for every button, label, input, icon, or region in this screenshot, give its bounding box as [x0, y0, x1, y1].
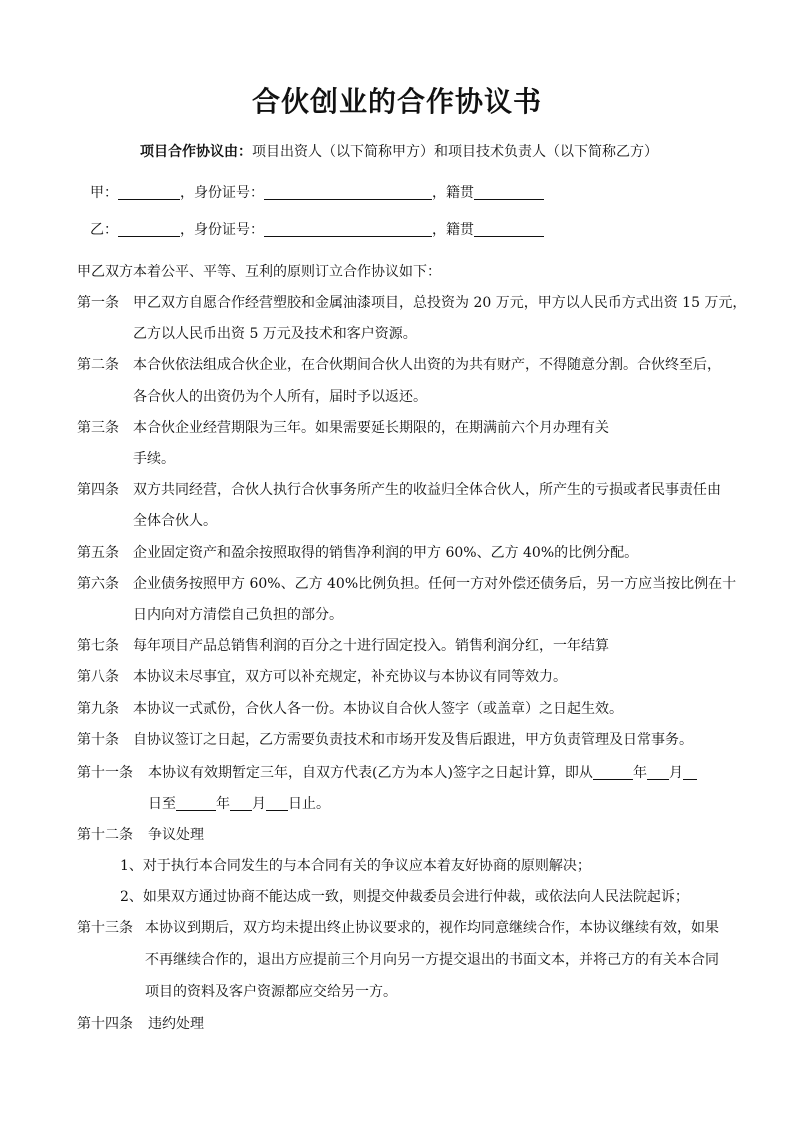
- clause-11-line-2: [148, 795, 330, 813]
- clause-12-item: 1、对于执行本合同发生的与本合同有关的争议应本着友好协商的原则解决；: [120, 858, 591, 874]
- clause-5-label: 第五条: [77, 544, 119, 561]
- party-b-origin-blank[interactable]: [474, 222, 544, 237]
- clause-13-line: 项目的资料及客户资源都应交给另一方。: [145, 984, 397, 1000]
- clause-9-label: 第九条: [77, 700, 119, 717]
- clause-3-line: 本合伙企业经营期限为三年。如果需要延长期限的，在期满前六个月办理有关: [133, 419, 609, 436]
- start-day-blank[interactable]: [683, 765, 697, 780]
- party-b-label: 乙：: [90, 222, 118, 238]
- clause-12-heading: 争议处理: [148, 827, 204, 843]
- clause-3-label: 第三条: [77, 419, 119, 436]
- clause-8-line: 本协议未尽事宜，双方可以补充规定，补充协议与本协议有同等效力。: [133, 669, 567, 686]
- clause-13-line: 本协议到期后，双方均未提出终止协议要求的，视作均同意继续合作，本协议继续有效，如果: [145, 920, 719, 936]
- clause-9-line: 本协议一式贰份，合伙人各一份。本协议自合伙人签字（或盖章）之日起生效。: [133, 700, 623, 717]
- year-label: 年: [632, 765, 647, 781]
- party-a-row: [90, 184, 544, 202]
- party-b-id-blank[interactable]: [264, 222, 432, 237]
- clause-3-line: 手续。: [133, 451, 175, 467]
- clause-2-line: 各合伙人的出资仍为个人所有，届时予以返还。: [133, 388, 427, 405]
- month-label: 月: [252, 796, 266, 812]
- clause-6-line: 企业债务按照甲方 60%、乙方 40%比例负担。任何一方对外偿还债务后，另一方应当按比例在十: [133, 575, 737, 592]
- clause-7-label: 第七条: [77, 638, 119, 655]
- clause-6-label: 第六条: [77, 575, 119, 592]
- clause-10-label: 第十条: [77, 731, 119, 748]
- party-a-origin-label: ，籍贯: [432, 185, 474, 201]
- party-a-name-blank[interactable]: [118, 185, 180, 200]
- clause-5-line: 企业固定资产和盈余按照取得的销售净利润的甲方 60%、乙方 40%的比例分配。: [133, 544, 639, 561]
- subtitle-bold: 项目合作协议由：: [140, 144, 252, 160]
- clause-10-line: 自协议签订之日起，乙方需要负责技术和市场开发及售后跟进，甲方负责管理及日常事务。: [133, 731, 693, 748]
- month-label: 月: [668, 765, 683, 781]
- clause-12-label: 第十二条: [77, 827, 133, 843]
- clause-1-label: 第一条: [77, 295, 119, 311]
- clause-2-line: 本合伙依法组成合伙企业，在合伙期间合伙人出资的为共有财产，不得随意分割。合伙终至后，: [133, 357, 721, 374]
- start-month-blank[interactable]: [647, 765, 669, 780]
- end-year-blank[interactable]: [176, 796, 216, 811]
- party-a-label: 甲：: [90, 185, 118, 201]
- clause-11-text: 本协议有效期暂定三年，自双方代表(乙方为本人)签字之日起计算，即从: [148, 765, 593, 781]
- subtitle-text: 项目出资人（以下简称甲方）和项目技术负责人（以下简称乙方）: [252, 144, 658, 160]
- clause-12-item: 2、如果双方通过协商不能达成一致，则提交仲裁委员会进行仲裁，或依法向人民法院起诉；: [120, 889, 689, 905]
- day-to-label: 日止。: [288, 796, 330, 812]
- start-year-blank[interactable]: [593, 765, 633, 780]
- year-label: 年: [216, 796, 230, 812]
- document-title: 合伙创业的合作协议书: [251, 85, 542, 118]
- clause-11-label: 第十一条: [77, 765, 133, 781]
- clause-1-line: 乙方以人民币出资 5 万元及技术和客户资源。: [133, 326, 417, 343]
- party-b-row: [90, 221, 544, 239]
- clause-11-line-1: [148, 764, 697, 782]
- clause-4-label: 第四条: [77, 482, 119, 499]
- party-a-id-blank[interactable]: [264, 185, 432, 200]
- party-b-origin-label: ，籍贯: [432, 222, 474, 238]
- clause-7-line: 每年项目产品总销售利润的百分之十进行固定投入。销售利润分红，一年结算: [133, 638, 609, 655]
- clause-2-label: 第二条: [77, 357, 119, 374]
- subtitle: [140, 143, 658, 161]
- party-b-name-blank[interactable]: [118, 222, 180, 237]
- clause-13-line: 不再继续合作的，退出方应提前三个月向另一方提交退出的书面文本，并将己方的有关本合同: [145, 952, 719, 968]
- end-day-blank[interactable]: [266, 796, 288, 811]
- end-month-blank[interactable]: [230, 796, 252, 811]
- clause-6-line: 日内向对方清偿自己负担的部分。: [133, 607, 343, 623]
- party-a-id-label: ，身份证号：: [180, 185, 264, 201]
- clause-14-heading: 违约处理: [148, 1016, 204, 1032]
- clause-14-label: 第十四条: [77, 1016, 133, 1032]
- clause-13-label: 第十三条: [77, 920, 133, 936]
- clause-1-line: 甲乙双方自愿合作经营塑胶和金属油漆项目，总投资为 20 万元，甲方以人民币方式出资 15 万元，: [133, 295, 747, 311]
- day-from-label: 日至: [148, 796, 176, 812]
- clause-4-line: 双方共同经营，合伙人执行合伙事务所产生的收益归全体合伙人，所产生的亏损或者民事责任由: [133, 482, 721, 499]
- clause-8-label: 第八条: [77, 669, 119, 686]
- party-b-id-label: ，身份证号：: [180, 222, 264, 238]
- clause-4-line: 全体合伙人。: [133, 513, 217, 530]
- intro: 甲乙双方本着公平、平等、互利的原则订立合作协议如下：: [77, 264, 441, 280]
- party-a-origin-blank[interactable]: [474, 185, 544, 200]
